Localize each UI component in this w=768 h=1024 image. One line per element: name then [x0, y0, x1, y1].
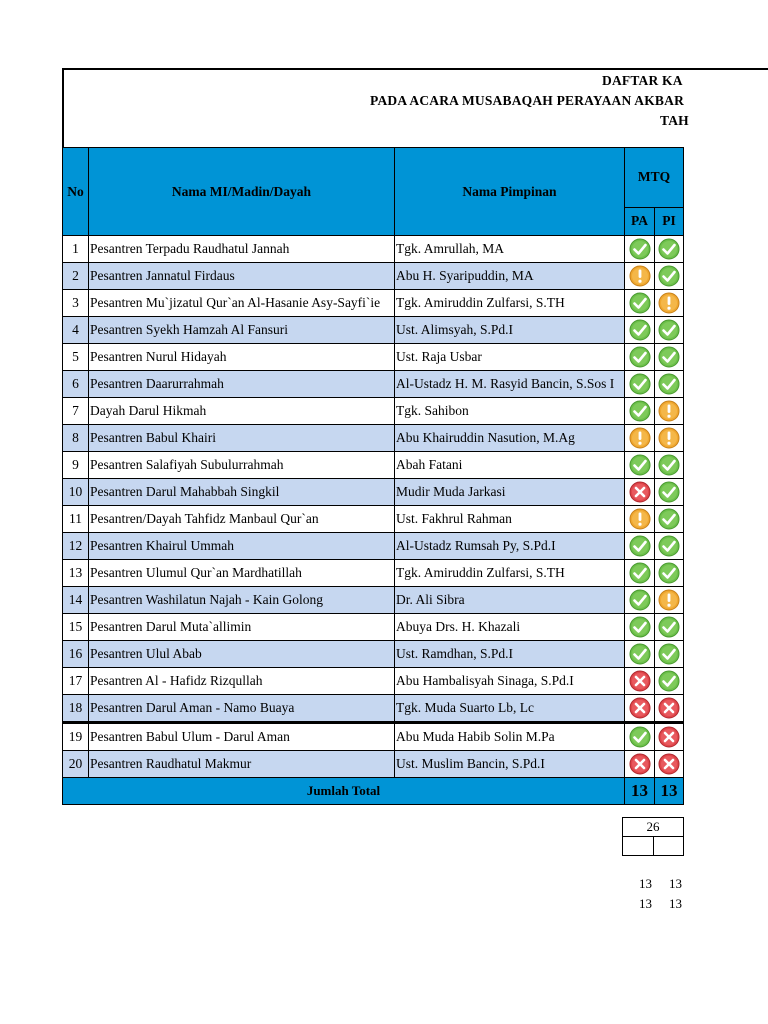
- row-name-cell[interactable]: Pesantren Raudhatul Makmur: [89, 751, 395, 778]
- row-name-cell[interactable]: Pesantren Darul Muta`allimin: [89, 614, 395, 641]
- row-spacer: [684, 641, 768, 668]
- row-name-cell[interactable]: Pesantren Syekh Hamzah Al Fansuri: [89, 317, 395, 344]
- total-pi[interactable]: 13: [655, 778, 684, 805]
- row-spacer: [684, 533, 768, 560]
- row-name-cell[interactable]: Pesantren Al - Hafidz Rizqullah: [89, 668, 395, 695]
- row-leader-cell[interactable]: Dr. Ali Sibra: [395, 587, 625, 614]
- check-icon: [658, 373, 680, 395]
- summary-2-pa: 13: [639, 896, 652, 911]
- row-leader-cell[interactable]: Tgk. Amiruddin Zulfarsi, S.TH: [395, 290, 625, 317]
- row-pa-status-cell[interactable]: [625, 263, 655, 290]
- row-leader-cell[interactable]: Al-Ustadz Rumsah Py, S.Pd.I: [395, 533, 625, 560]
- row-spacer: [684, 668, 768, 695]
- table-row[interactable]: [63, 587, 768, 614]
- row-pi-status-cell[interactable]: [655, 587, 684, 614]
- row-pi-status-cell[interactable]: [655, 506, 684, 533]
- row-spacer: [684, 236, 768, 263]
- table-row[interactable]: [63, 614, 768, 641]
- row-pi-status-cell[interactable]: [655, 641, 684, 668]
- cross-icon: [629, 670, 651, 692]
- table-row[interactable]: [63, 479, 768, 506]
- check-icon: [629, 562, 651, 584]
- row-pi-status-cell[interactable]: [655, 263, 684, 290]
- table-row[interactable]: [63, 560, 768, 587]
- warning-icon: [629, 265, 651, 287]
- row-leader-cell[interactable]: Ust. Raja Usbar: [395, 344, 625, 371]
- table-row[interactable]: [63, 344, 768, 371]
- row-leader-cell[interactable]: Abu H. Syaripuddin, MA: [395, 263, 625, 290]
- cross-icon: [629, 697, 651, 719]
- row-pa-status-cell[interactable]: [625, 344, 655, 371]
- cross-icon: [629, 753, 651, 775]
- row-no-cell[interactable]: 3: [63, 290, 89, 317]
- row-leader-cell[interactable]: Ust. Alimsyah, S.Pd.I: [395, 317, 625, 344]
- row-spacer: [684, 425, 768, 452]
- summary-1-pa: 13: [639, 876, 652, 891]
- row-spacer: [684, 317, 768, 344]
- table-row[interactable]: [63, 317, 768, 344]
- table-row[interactable]: [63, 398, 768, 425]
- row-pi-status-cell[interactable]: [655, 723, 684, 751]
- row-no-cell[interactable]: 8: [63, 425, 89, 452]
- row-pa-status-cell[interactable]: [625, 290, 655, 317]
- row-pa-status-cell[interactable]: [625, 695, 655, 723]
- row-pa-status-cell[interactable]: [625, 668, 655, 695]
- header-no[interactable]: No: [63, 148, 89, 236]
- row-no-cell[interactable]: 6: [63, 371, 89, 398]
- check-icon: [629, 346, 651, 368]
- warning-icon: [658, 589, 680, 611]
- row-no-cell[interactable]: 20: [63, 751, 89, 778]
- row-pa-status-cell[interactable]: [625, 560, 655, 587]
- row-pa-status-cell[interactable]: [625, 425, 655, 452]
- row-no-cell[interactable]: 1: [63, 236, 89, 263]
- check-icon: [629, 238, 651, 260]
- row-pi-status-cell[interactable]: [655, 479, 684, 506]
- cross-icon: [658, 726, 680, 748]
- row-pa-status-cell[interactable]: [625, 641, 655, 668]
- check-icon: [658, 562, 680, 584]
- header-name[interactable]: Nama MI/Madin/Dayah: [89, 148, 395, 236]
- row-pi-status-cell[interactable]: [655, 751, 684, 778]
- table-row[interactable]: [63, 425, 768, 452]
- header-leader[interactable]: Nama Pimpinan: [395, 148, 625, 236]
- row-no-cell[interactable]: 17: [63, 668, 89, 695]
- table-row[interactable]: [63, 533, 768, 560]
- row-pa-status-cell[interactable]: [625, 723, 655, 751]
- row-spacer: [684, 587, 768, 614]
- row-spacer: [684, 479, 768, 506]
- row-spacer: [684, 371, 768, 398]
- title-box: [62, 68, 768, 148]
- table-row[interactable]: [63, 506, 768, 533]
- title-line-2: PADA ACARA MUSABAQAH PERAYAAN AKBAR: [370, 93, 685, 108]
- row-pa-status-cell[interactable]: [625, 506, 655, 533]
- title-line-3: TAH: [660, 113, 689, 128]
- warning-icon: [629, 427, 651, 449]
- row-no-cell[interactable]: 11: [63, 506, 89, 533]
- row-pi-status-cell[interactable]: [655, 533, 684, 560]
- check-icon: [658, 238, 680, 260]
- row-no-cell[interactable]: 15: [63, 614, 89, 641]
- row-spacer: [684, 452, 768, 479]
- header-pa[interactable]: PA: [625, 207, 655, 235]
- header-pi[interactable]: PI: [655, 207, 684, 235]
- row-leader-cell[interactable]: Ust. Muslim Bancin, S.Pd.I: [395, 751, 625, 778]
- row-name-cell[interactable]: Pesantren Ulumul Qur`an Mardhatillah: [89, 560, 395, 587]
- row-pa-status-cell[interactable]: [625, 587, 655, 614]
- combined-total-cell[interactable]: 26: [622, 817, 684, 837]
- total-spacer: [684, 778, 768, 805]
- row-pi-status-cell[interactable]: [655, 425, 684, 452]
- row-pa-status-cell[interactable]: [625, 398, 655, 425]
- row-name-cell[interactable]: Pesantren Khairul Ummah: [89, 533, 395, 560]
- row-name-cell[interactable]: Dayah Darul Hikmah: [89, 398, 395, 425]
- table-row[interactable]: [63, 290, 768, 317]
- check-icon: [658, 670, 680, 692]
- row-pi-status-cell[interactable]: [655, 614, 684, 641]
- check-icon: [658, 319, 680, 341]
- row-name-cell[interactable]: Pesantren Darul Aman - Namo Buaya: [89, 695, 395, 723]
- table-row[interactable]: [63, 695, 768, 723]
- row-leader-cell[interactable]: Abuya Drs. H. Khazali: [395, 614, 625, 641]
- row-pa-status-cell[interactable]: [625, 479, 655, 506]
- row-no-cell[interactable]: 2: [63, 263, 89, 290]
- table-row[interactable]: [63, 668, 768, 695]
- table-row[interactable]: [63, 751, 768, 778]
- check-icon: [658, 616, 680, 638]
- row-pi-status-cell[interactable]: [655, 668, 684, 695]
- table-row[interactable]: [63, 641, 768, 668]
- title-line-1: DAFTAR KA: [602, 73, 683, 88]
- row-pa-status-cell[interactable]: [625, 236, 655, 263]
- check-icon: [658, 535, 680, 557]
- row-spacer: [684, 344, 768, 371]
- row-pa-status-cell[interactable]: [625, 751, 655, 778]
- check-icon: [629, 535, 651, 557]
- row-no-cell[interactable]: 7: [63, 398, 89, 425]
- empty-cell-pa[interactable]: [622, 836, 654, 856]
- cross-icon: [658, 697, 680, 719]
- row-spacer: [684, 695, 768, 723]
- row-no-cell[interactable]: 14: [63, 587, 89, 614]
- row-name-cell[interactable]: Pesantren Babul Ulum - Darul Aman: [89, 723, 395, 751]
- row-leader-cell[interactable]: Abu Muda Habib Solin M.Pa: [395, 723, 625, 751]
- row-pi-status-cell[interactable]: [655, 452, 684, 479]
- cross-icon: [658, 753, 680, 775]
- table-row[interactable]: [63, 236, 768, 263]
- row-spacer: [684, 614, 768, 641]
- row-name-cell[interactable]: Pesantren Nurul Hidayah: [89, 344, 395, 371]
- row-leader-cell[interactable]: Ust. Fakhrul Rahman: [395, 506, 625, 533]
- row-leader-cell[interactable]: Tgk. Sahibon: [395, 398, 625, 425]
- row-pi-status-cell[interactable]: [655, 290, 684, 317]
- summary-1-pi: 13: [669, 876, 682, 891]
- row-no-cell[interactable]: 16: [63, 641, 89, 668]
- check-icon: [629, 589, 651, 611]
- row-name-cell[interactable]: Pesantren Babul Khairi: [89, 425, 395, 452]
- row-no-cell[interactable]: 18: [63, 695, 89, 723]
- row-pa-status-cell[interactable]: [625, 317, 655, 344]
- row-leader-cell[interactable]: Tgk. Amiruddin Zulfarsi, S.TH: [395, 560, 625, 587]
- row-no-cell[interactable]: 13: [63, 560, 89, 587]
- row-no-cell[interactable]: 9: [63, 452, 89, 479]
- row-no-cell[interactable]: 5: [63, 344, 89, 371]
- check-icon: [658, 346, 680, 368]
- row-leader-cell[interactable]: Al-Ustadz H. M. Rasyid Bancin, S.Sos I: [395, 371, 625, 398]
- check-icon: [629, 373, 651, 395]
- row-leader-cell[interactable]: Abah Fatani: [395, 452, 625, 479]
- row-pa-status-cell[interactable]: [625, 614, 655, 641]
- table-row[interactable]: [63, 263, 768, 290]
- check-icon: [658, 508, 680, 530]
- row-name-cell[interactable]: Pesantren Terpadu Raudhatul Jannah: [89, 236, 395, 263]
- row-pa-status-cell[interactable]: [625, 371, 655, 398]
- row-name-cell[interactable]: Pesantren Jannatul Firdaus: [89, 263, 395, 290]
- row-leader-cell[interactable]: Abu Hambalisyah Sinaga, S.Pd.I: [395, 668, 625, 695]
- row-name-cell[interactable]: Pesantren/Dayah Tahfidz Manbaul Qur`an: [89, 506, 395, 533]
- check-icon: [629, 319, 651, 341]
- header-mtq[interactable]: MTQ: [625, 148, 684, 208]
- total-label[interactable]: Jumlah Total: [63, 778, 625, 805]
- row-no-cell[interactable]: 4: [63, 317, 89, 344]
- row-pi-status-cell[interactable]: [655, 236, 684, 263]
- row-spacer: [684, 398, 768, 425]
- row-name-cell[interactable]: Pesantren Washilatun Najah - Kain Golong: [89, 587, 395, 614]
- check-icon: [658, 481, 680, 503]
- row-pi-status-cell[interactable]: [655, 695, 684, 723]
- row-name-cell[interactable]: Pesantren Ulul Abab: [89, 641, 395, 668]
- row-no-cell[interactable]: 10: [63, 479, 89, 506]
- check-icon: [629, 643, 651, 665]
- row-pi-status-cell[interactable]: [655, 371, 684, 398]
- warning-icon: [658, 292, 680, 314]
- row-spacer: [684, 751, 768, 778]
- check-icon: [658, 265, 680, 287]
- row-pa-status-cell[interactable]: [625, 533, 655, 560]
- check-icon: [629, 726, 651, 748]
- row-no-cell[interactable]: 19: [63, 723, 89, 751]
- row-spacer: [684, 506, 768, 533]
- row-leader-cell[interactable]: Abu Khairuddin Nasution, M.Ag: [395, 425, 625, 452]
- check-icon: [629, 616, 651, 638]
- summary-2-pi: 13: [669, 896, 682, 911]
- row-pa-status-cell[interactable]: [625, 452, 655, 479]
- check-icon: [629, 400, 651, 422]
- row-pi-status-cell[interactable]: [655, 344, 684, 371]
- check-icon: [658, 454, 680, 476]
- row-spacer: [684, 263, 768, 290]
- header-spacer: [684, 148, 768, 236]
- row-pi-status-cell[interactable]: [655, 560, 684, 587]
- table-row[interactable]: [63, 371, 768, 398]
- participant-table: [62, 147, 768, 805]
- row-pi-status-cell[interactable]: [655, 317, 684, 344]
- empty-cell-pi[interactable]: [653, 836, 684, 856]
- warning-icon: [658, 400, 680, 422]
- row-no-cell[interactable]: 12: [63, 533, 89, 560]
- total-pa[interactable]: 13: [625, 778, 655, 805]
- row-leader-cell[interactable]: Ust. Ramdhan, S.Pd.I: [395, 641, 625, 668]
- row-name-cell[interactable]: Pesantren Salafiyah Subulurrahmah: [89, 452, 395, 479]
- row-pi-status-cell[interactable]: [655, 398, 684, 425]
- warning-icon: [658, 427, 680, 449]
- row-spacer: [684, 290, 768, 317]
- total-row: [63, 778, 768, 805]
- warning-icon: [629, 508, 651, 530]
- row-name-cell[interactable]: Pesantren Darul Mahabbah Singkil: [89, 479, 395, 506]
- row-leader-cell[interactable]: Tgk. Amrullah, MA: [395, 236, 625, 263]
- row-name-cell[interactable]: Pesantren Daarurrahmah: [89, 371, 395, 398]
- row-name-cell[interactable]: Pesantren Mu`jizatul Qur`an Al-Hasanie Asy-Sayfi`ie: [89, 290, 395, 317]
- cross-icon: [629, 481, 651, 503]
- check-icon: [629, 454, 651, 476]
- row-leader-cell[interactable]: Tgk. Muda Suarto Lb, Lc: [395, 695, 625, 723]
- check-icon: [658, 643, 680, 665]
- row-spacer: [684, 723, 768, 751]
- table-row[interactable]: [63, 723, 768, 751]
- check-icon: [629, 292, 651, 314]
- table-row[interactable]: [63, 452, 768, 479]
- row-leader-cell[interactable]: Mudir Muda Jarkasi: [395, 479, 625, 506]
- row-spacer: [684, 560, 768, 587]
